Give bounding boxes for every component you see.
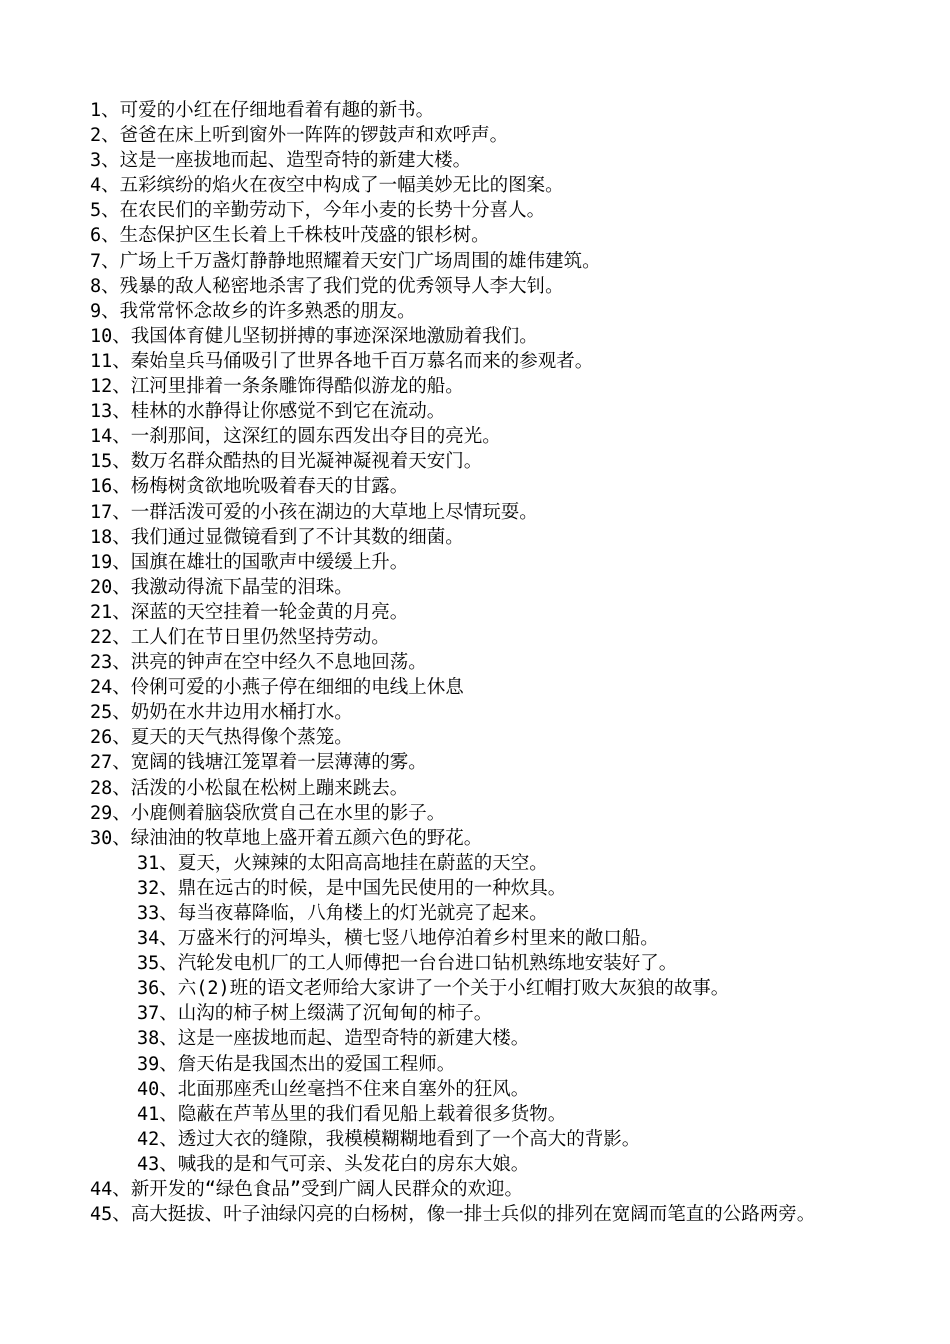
- sentence-line: 5、在农民们的辛勤劳动下，今年小麦的长势十分喜人。: [90, 200, 546, 222]
- sentence-line: 22、工人们在节日里仍然坚持劳动。: [90, 626, 390, 648]
- sentence-line: 8、残暴的敌人秘密地杀害了我们党的优秀领导人李大钊。: [90, 275, 564, 297]
- sentence-line: 29、小鹿侧着脑袋欣赏自己在水里的影子。: [90, 802, 446, 824]
- sentence-line: 39、詹天佑是我国杰出的爱国工程师。: [137, 1053, 456, 1075]
- sentence-line: 18、我们通过显微镜看到了不计其数的细菌。: [90, 526, 464, 548]
- sentence-line: 33、每当夜幕降临，八角楼上的灯光就亮了起来。: [137, 903, 548, 924]
- sentence-line: 35、汽轮发电机厂的工人师傅把一台台进口钻机熟练地安装好了。: [137, 953, 678, 975]
- sentence-line: 7、广场上千万盏灯静静地照耀着天安门广场周围的雄伟建筑。: [90, 250, 601, 272]
- sentence-line: 27、宽阔的钱塘江笼罩着一层薄薄的雾。: [90, 752, 427, 774]
- sentence-line: 11、秦始皇兵马俑吸引了世界各地千百万慕名而来的参观者。: [90, 350, 594, 372]
- sentence-list: [90, 98, 870, 1227]
- sentence-line: 23、洪亮的钟声在空中经久不息地回荡。: [90, 652, 427, 674]
- sentence-line: 41、隐蔽在芦苇丛里的我们看见船上载着很多货物。: [137, 1103, 567, 1125]
- sentence-line: 34、万盛米行的河埠头，横七竖八地停泊着乡村里来的敞口船。: [137, 928, 659, 950]
- sentence-line: 38、这是一座拔地而起、造型奇特的新建大楼。: [137, 1028, 530, 1050]
- sentence-line: 43、喊我的是和气可亲、头发花白的房东大娘。: [137, 1153, 530, 1175]
- sentence-line: 28、活泼的小松鼠在松树上蹦来跳去。: [90, 777, 409, 799]
- sentence-line: 30、绿油油的牧草地上盛开着五颜六色的野花。: [90, 827, 483, 849]
- sentence-line: 4、五彩缤纷的焰火在夜空中构成了一幅美妙无比的图案。: [90, 175, 564, 197]
- sentence-line: 6、生态保护区生长着上千株枝叶茂盛的银杉树。: [90, 225, 490, 247]
- sentence-line: 36、六(2)班的语文老师给大家讲了一个关于小红帽打败大灰狼的故事。: [137, 978, 730, 1000]
- sentence-line: 24、伶俐可爱的小燕子停在细细的电线上休息: [90, 677, 464, 699]
- sentence-line: 20、我激动得流下晶莹的泪珠。: [90, 576, 353, 598]
- sentence-line: 13、桂林的水静得让你感觉不到它在流动。: [90, 401, 446, 423]
- sentence-line: 10、我国体育健儿坚韧拼搏的事迹深深地激励着我们。: [90, 325, 538, 347]
- sentence-line: 40、北面那座秃山丝毫挡不住来自塞外的狂风。: [137, 1078, 530, 1100]
- sentence-line: 25、奶奶在水井边用水桶打水。: [90, 702, 353, 724]
- sentence-line: 42、透过大衣的缝隙，我模模糊糊地看到了一个高大的背影。: [137, 1128, 641, 1150]
- sentence-line: 45、高大挺拔、叶子油绿闪亮的白杨树，像一排士兵似的排列在宽阔而笔直的公路两旁。: [90, 1204, 816, 1226]
- sentence-line: 9、我常常怀念故乡的许多熟悉的朋友。: [90, 300, 416, 322]
- sentence-line: 17、一群活泼可爱的小孩在湖边的大草地上尽情玩耍。: [90, 501, 538, 523]
- sentence-line: 32、鼎在远古的时候，是中国先民使用的一种炊具。: [137, 877, 567, 899]
- sentence-line: 31、夏天，火辣辣的太阳高高地挂在蔚蓝的天空。: [137, 852, 548, 874]
- sentence-line: 21、深蓝的天空挂着一轮金黄的月亮。: [90, 601, 409, 623]
- sentence-line: 14、一刹那间，这深红的圆东西发出夺目的亮光。: [90, 426, 501, 448]
- sentence-line: 12、江河里排着一条条雕饰得酷似游龙的船。: [90, 376, 464, 398]
- sentence-line: 2、爸爸在床上听到窗外一阵阵的锣鼓声和欢呼声。: [90, 125, 509, 147]
- sentence-line: 37、山沟的柿子树上缀满了沉甸甸的柿子。: [137, 1003, 493, 1025]
- sentence-line: 15、数万名群众酷热的目光凝神凝视着天安门。: [90, 451, 483, 473]
- sentence-line: 1、可爱的小红在仔细地看着有趣的新书。: [90, 100, 435, 121]
- sentence-line: 3、这是一座拔地而起、造型奇特的新建大楼。: [90, 150, 472, 172]
- sentence-line: 44、新开发的“绿色食品”受到广阔人民群众的欢迎。: [90, 1179, 524, 1201]
- sentence-line: 16、杨梅树贪欲地吮吸着春天的甘露。: [90, 476, 409, 498]
- sentence-line: 26、夏天的天气热得像个蒸笼。: [90, 727, 353, 749]
- sentence-line: 19、国旗在雄壮的国歌声中缓缓上升。: [90, 551, 409, 573]
